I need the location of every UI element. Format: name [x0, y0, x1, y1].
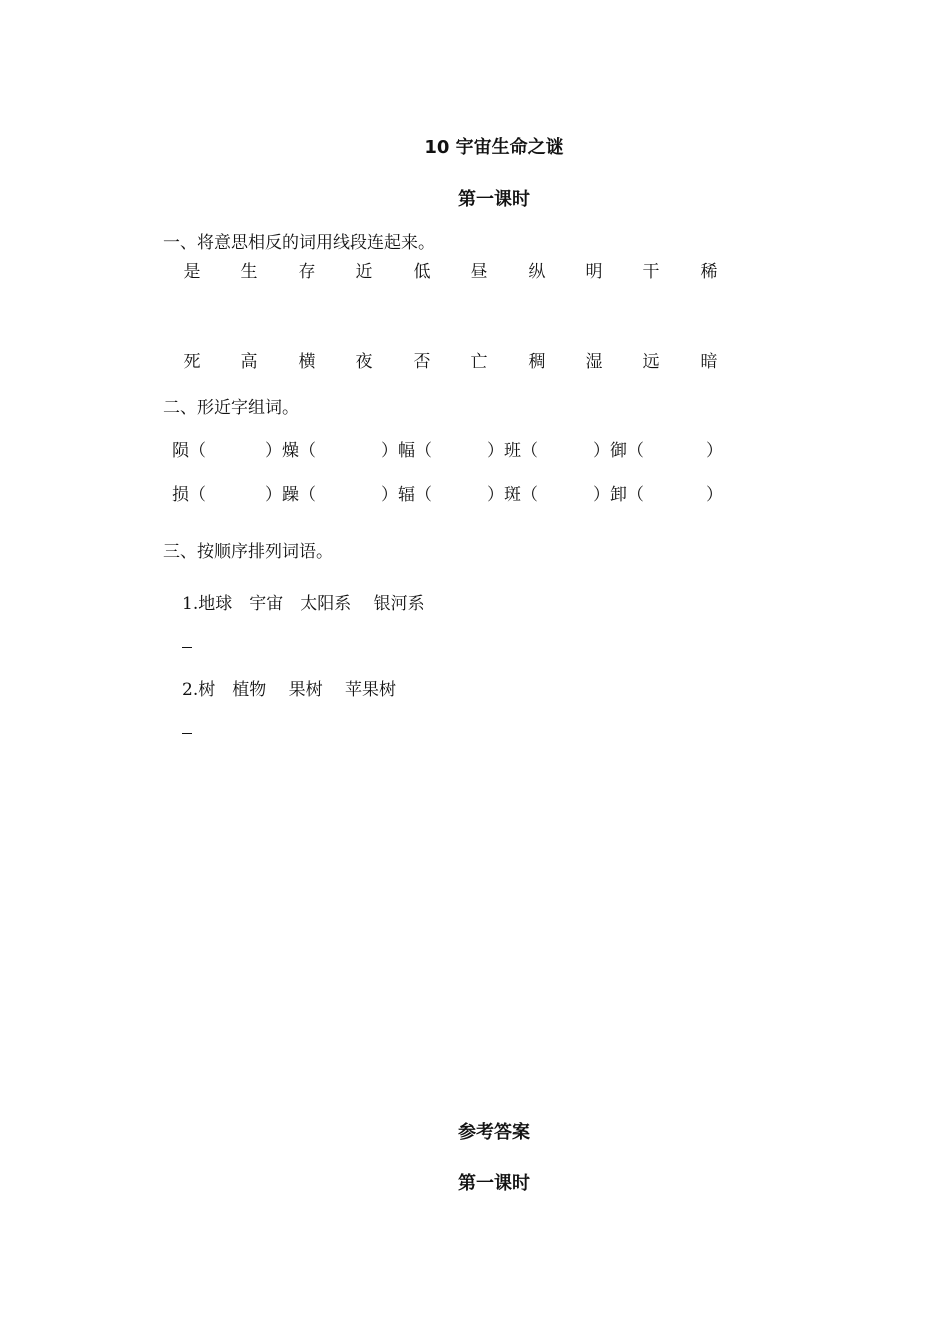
- document-title: 10 宇宙生命之谜: [424, 137, 564, 158]
- similar-char-item: ）: [706, 441, 723, 461]
- section1-heading: 一、将意思相反的词用线段连起来。: [163, 233, 435, 253]
- antonym-top-char: 生: [240, 262, 258, 282]
- lesson-subtitle: 第一课时: [458, 189, 530, 210]
- answers-heading: 参考答案: [458, 1122, 530, 1143]
- antonym-top-char: 纵: [528, 262, 546, 282]
- antonym-bottom-char: 稠: [528, 352, 546, 372]
- similar-char-item: 损（: [172, 485, 206, 505]
- answers-subtitle: 第一课时: [458, 1173, 530, 1194]
- antonym-bottom-char: 湿: [585, 352, 603, 372]
- similar-char-item: ）燥（: [265, 441, 316, 461]
- similar-chars-row-1: [0, 436, 950, 460]
- antonym-bottom-char: 死: [183, 352, 201, 372]
- antonym-bottom-row: [0, 347, 950, 371]
- antonym-top-char: 昼: [470, 262, 488, 282]
- antonym-top-char: 干: [642, 262, 660, 282]
- answer-blank-line: [182, 647, 192, 648]
- similar-char-item: ）班（: [487, 441, 538, 461]
- similar-char-item: ）: [706, 485, 723, 505]
- antonym-bottom-char: 高: [240, 352, 258, 372]
- similar-char-item: ）躁（: [265, 485, 316, 505]
- similar-char-item: ）幅（: [381, 441, 432, 461]
- similar-char-item: ）卸（: [593, 485, 644, 505]
- antonym-top-row: [0, 257, 950, 281]
- antonym-top-char: 是: [183, 262, 201, 282]
- antonym-top-char: 近: [355, 262, 373, 282]
- antonym-bottom-char: 亡: [470, 352, 488, 372]
- ordering-question-1: 1.地球 宇宙 太阳系 银河系: [182, 594, 425, 614]
- similar-char-item: 陨（: [172, 441, 206, 461]
- antonym-top-char: 低: [413, 262, 431, 282]
- similar-char-item: ）御（: [593, 441, 644, 461]
- antonym-bottom-char: 夜: [355, 352, 373, 372]
- section3-heading: 三、按顺序排列词语。: [163, 542, 333, 562]
- antonym-top-char: 存: [298, 262, 316, 282]
- similar-chars-row-2: [0, 480, 950, 504]
- similar-char-item: ）辐（: [381, 485, 432, 505]
- ordering-question-2: 2.树 植物 果树 苹果树: [182, 680, 397, 700]
- similar-char-item: ）斑（: [487, 485, 538, 505]
- antonym-bottom-char: 暗: [700, 352, 718, 372]
- answer-blank-line: [182, 733, 192, 734]
- antonym-bottom-char: 横: [298, 352, 316, 372]
- antonym-bottom-char: 远: [642, 352, 660, 372]
- antonym-top-char: 稀: [700, 262, 718, 282]
- antonym-bottom-char: 否: [413, 352, 431, 372]
- section2-heading: 二、形近字组词。: [163, 398, 299, 418]
- antonym-top-char: 明: [585, 262, 603, 282]
